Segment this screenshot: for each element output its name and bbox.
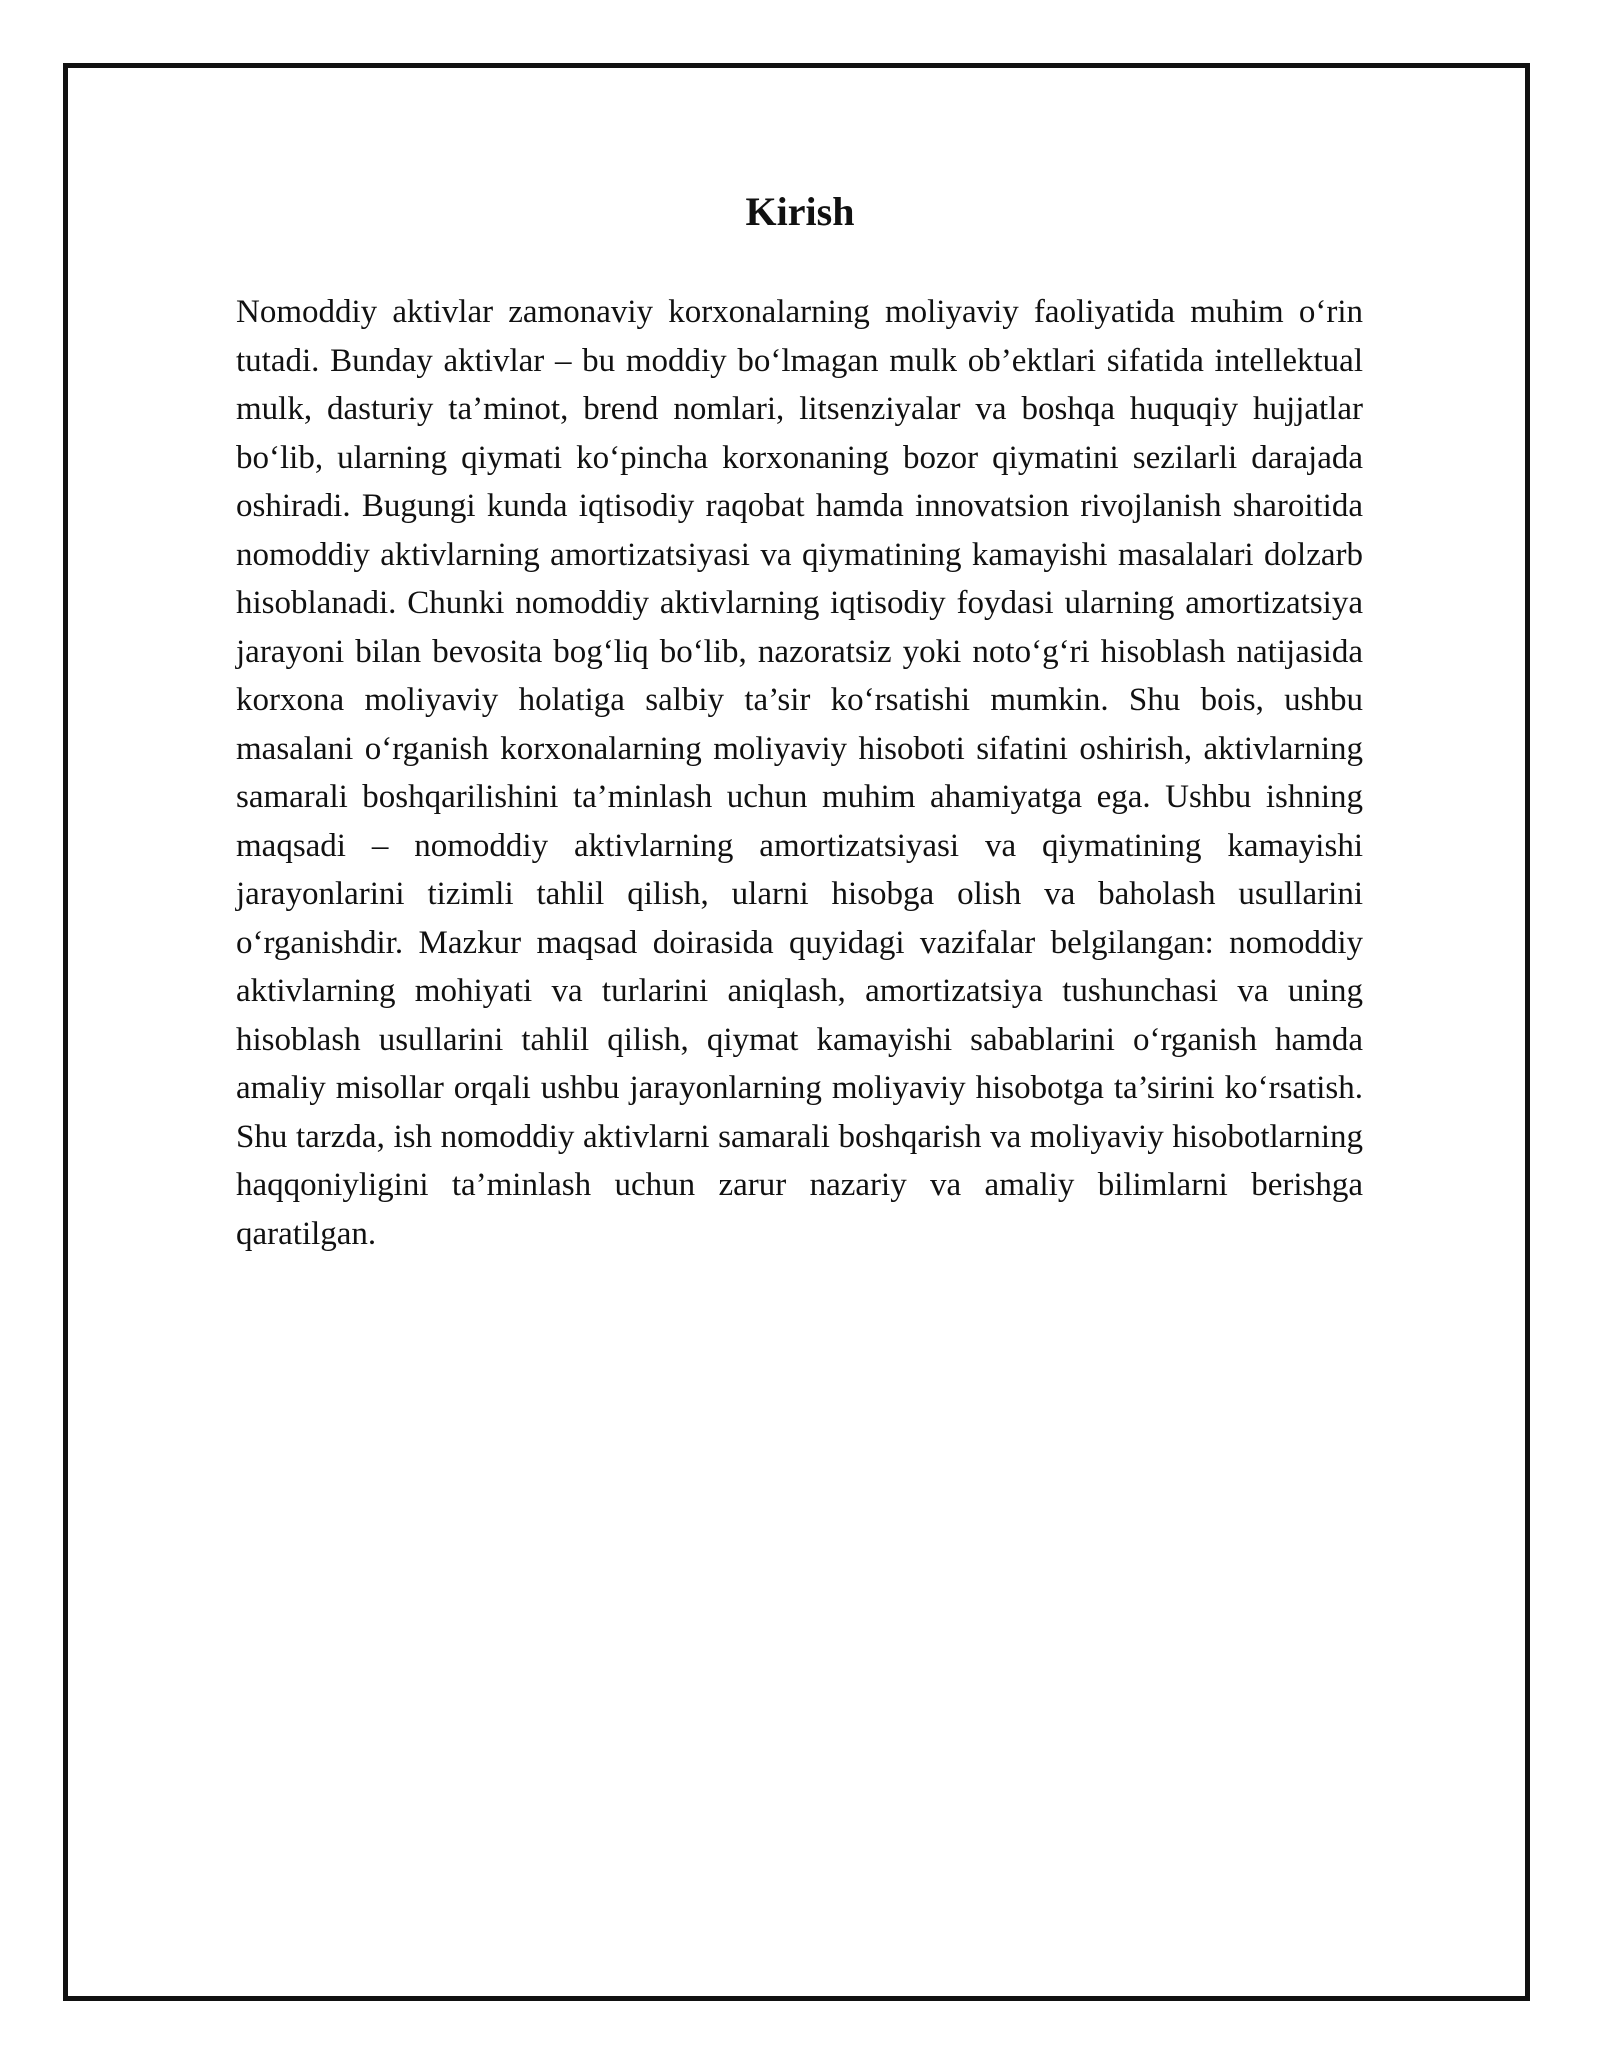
page-title: Kirish <box>745 189 855 234</box>
body-paragraph: Nomoddiy aktivlar zamonaviy korxonalarning moliyaviy faoliyatida muhim o‘rin tutadi. Bunday aktivlar – bu moddiy bo‘lmagan mulk ob’ektlari sifatida intellektual mulk, dasturiy ta’minot, brend nomlari, litsenziyalar va boshqa huquqiy hujjatlar bo‘lib, ularning qiymati ko‘pincha korxonaning bozor qiymatini sezilarli darajada oshiradi. Bugungi kunda iqtisodiy raqobat hamda innovatsion rivojlanish sharoitida nomoddiy aktivlarning amortizatsiyasi va qiymatining kamayishi masalalari dolzarb hisoblanadi. Chunki nomoddiy aktivlarning iqtisodiy foydasi ularning amortizatsiya jarayoni bilan bevosita bog‘liq bo‘lib, nazoratsiz yoki noto‘g‘ri hisoblash natijasida korxona moliyaviy holatiga salbiy ta’sir ko‘rsatishi mumkin. Shu bois, ushbu masalani o‘rganish korxonalarning moliyaviy hisoboti sifatini oshirish, aktivlarning samarali boshqarilishini ta’minlash uchun muhim ahamiyatga ega. Ushbu ishning maqsadi – nomoddiy aktivlarning amortizatsiyasi va qiymatining kamayishi jarayonlarini tizimli tahlil qilish, ularni hisobga olish va baholash usullarini o‘rganishdir. Mazkur maqsad doirasida quyidagi vazifalar belgilangan: nomoddiy aktivlarning mohiyati va turlarini aniqlash, amortizatsiya tushunchasi va uning hisoblash usullarini tahlil qilish, qiymat kamayishi sabablarini o‘rganish hamda amaliy misollar orqali ushbu jarayonlarning moliyaviy hisobotga ta’sirini ko‘rsatish. Shu tarzda, ish nomoddiy aktivlarni samarali boshqarish va moliyaviy hisobotlarning haqqoniyligini ta’minlash uchun zarur nazariy va amaliy bilimlarni berishga qaratilgan. <box>236 294 1363 1252</box>
